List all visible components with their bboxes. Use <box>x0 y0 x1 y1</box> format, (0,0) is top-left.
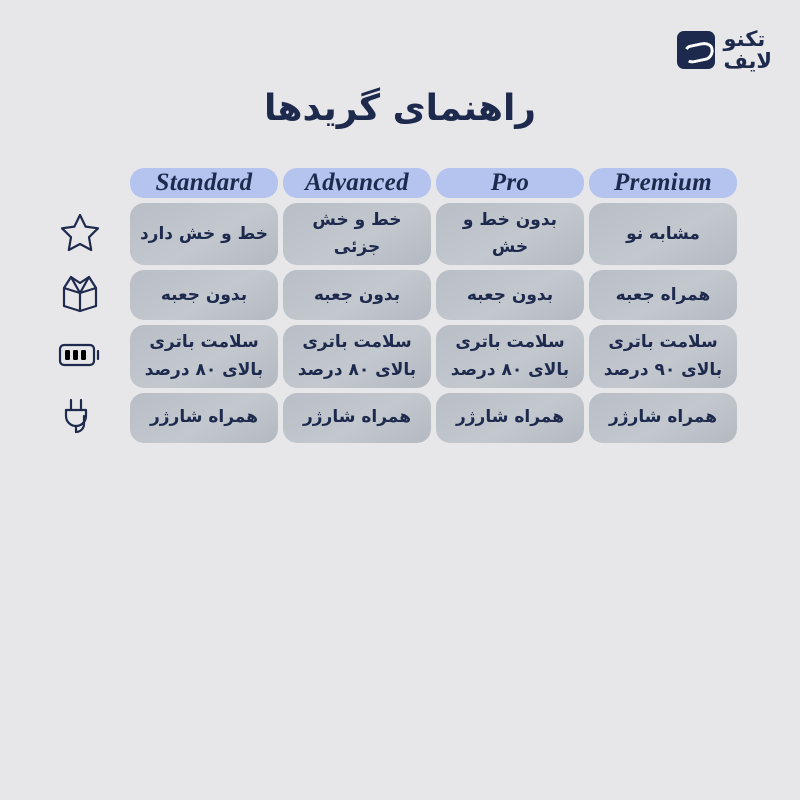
table-row <box>35 393 737 443</box>
grade-comparison-table <box>58 163 742 448</box>
battery-icon <box>35 325 125 387</box>
table-row <box>35 270 737 320</box>
star-icon <box>35 203 125 265</box>
brand-logo-text <box>723 28 772 72</box>
page-title: راهنمای گریدها <box>263 88 537 129</box>
cell-advanced-battery: سلامت باتری بالای ۸۰ درصد <box>283 325 431 387</box>
cell-pro-charger: همراه شارژر <box>436 393 584 443</box>
cell-standard-condition: خط و خش دارد <box>130 203 278 265</box>
column-header-standard[interactable]: Standard <box>130 168 278 198</box>
cell-standard-box: بدون جعبه <box>130 270 278 320</box>
column-header-pro[interactable]: Pro <box>436 168 584 198</box>
brand-logo-line2: لایف <box>723 49 772 74</box>
cell-premium-battery: سلامت باتری بالای ۹۰ درصد <box>589 325 737 387</box>
table-row <box>35 203 737 265</box>
header-icon-spacer <box>35 168 125 198</box>
cell-pro-battery: سلامت باتری بالای ۸۰ درصد <box>436 325 584 387</box>
cell-advanced-box: بدون جعبه <box>283 270 431 320</box>
column-header-advanced[interactable]: Advanced <box>283 168 431 198</box>
cell-standard-battery: سلامت باتری بالای ۸۰ درصد <box>130 325 278 387</box>
brand-logo <box>677 28 772 72</box>
charger-plug-icon <box>35 393 125 443</box>
table-row <box>35 325 737 387</box>
cell-advanced-condition: خط و خش جزئی <box>283 203 431 265</box>
column-header-premium[interactable]: Premium <box>589 168 737 198</box>
cell-premium-box: همراه جعبه <box>589 270 737 320</box>
table-header-row <box>35 168 737 198</box>
swoosh-logo-icon <box>677 31 715 69</box>
cell-pro-condition: بدون خط و خش <box>436 203 584 265</box>
cell-advanced-charger: همراه شارژر <box>283 393 431 443</box>
cell-premium-charger: همراه شارژر <box>589 393 737 443</box>
cell-premium-condition: مشابه نو <box>589 203 737 265</box>
cell-standard-charger: همراه شارژر <box>130 393 278 443</box>
open-box-icon <box>35 270 125 320</box>
cell-pro-box: بدون جعبه <box>436 270 584 320</box>
brand-logo-line1: تکنو <box>723 27 766 51</box>
